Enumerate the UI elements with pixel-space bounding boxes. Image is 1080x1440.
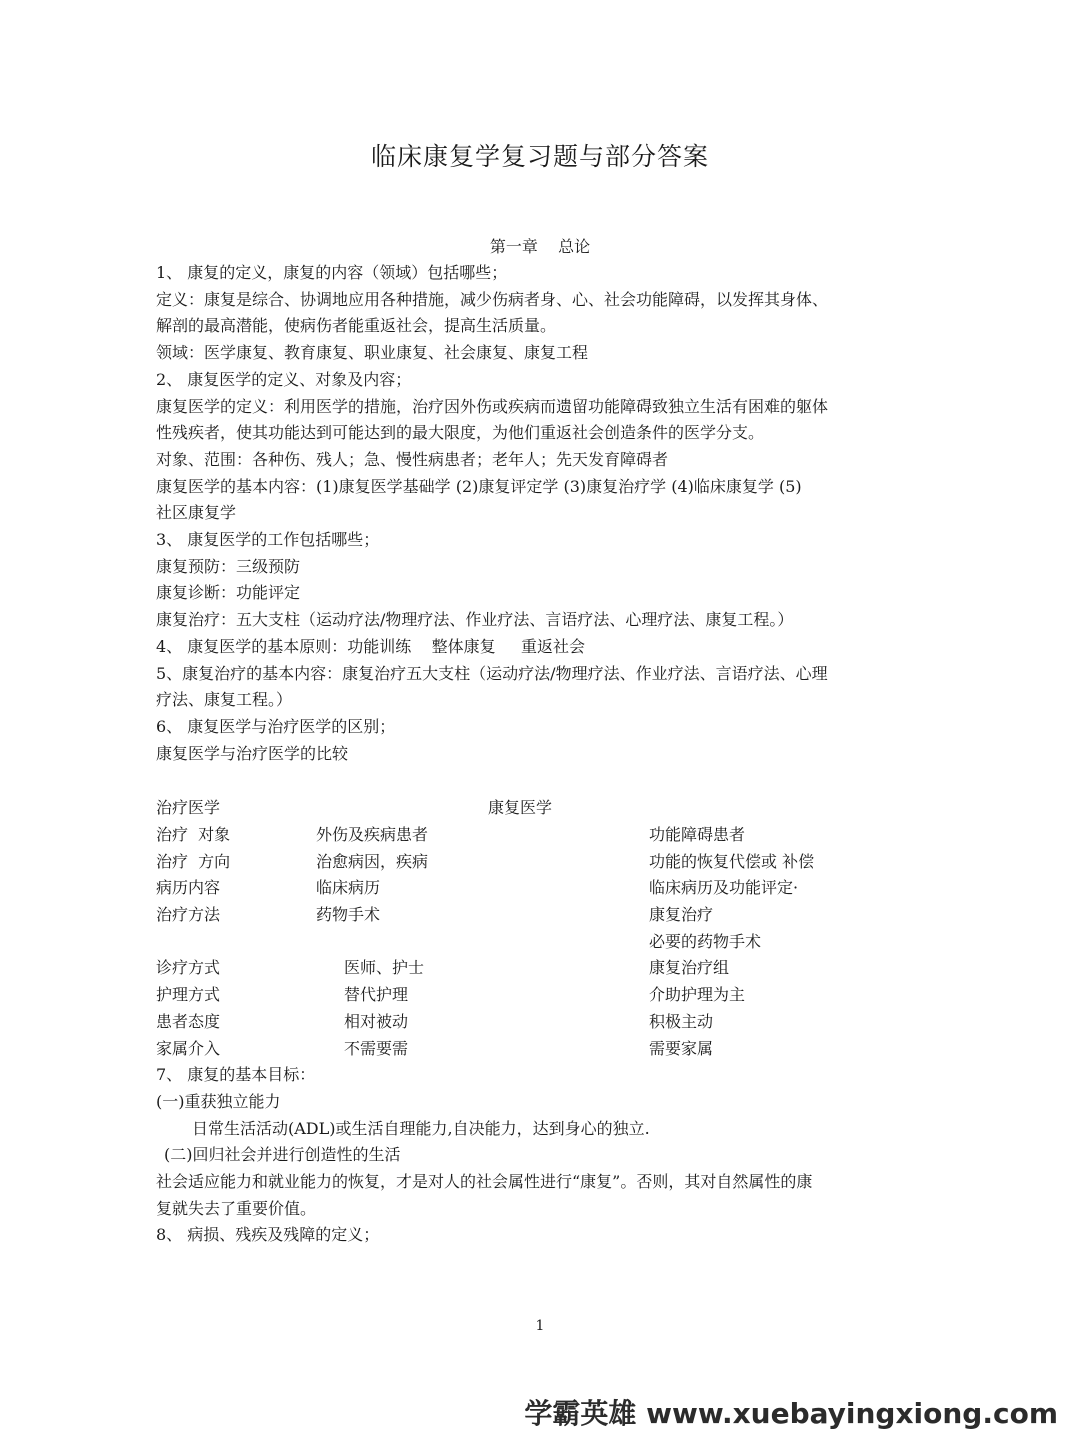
row-label: 诊疗方式 — [156, 958, 221, 978]
table-row — [156, 875, 916, 902]
text-line: 5、康复治疗的基本内容：康复治疗五大支柱（运动疗法/物理疗法、作业疗法、言语疗法、心理 — [156, 663, 828, 683]
table-row — [156, 902, 916, 929]
table-row — [156, 929, 916, 956]
text-line: 康复治疗：五大支柱（运动疗法/物理疗法、作业疗法、言语疗法、心理疗法、康复工程。） — [156, 610, 794, 630]
text-line: 康复医学的定义：利用医学的措施，治疗因外伤或疾病而遗留功能障碍致独立生活有困难的躯体 — [156, 396, 829, 416]
rehab-value: 康复治疗 — [649, 905, 714, 925]
rehab-value: 需要家属 — [649, 1038, 714, 1058]
text-line: 解剖的最高潜能，使病伤者能重返社会，提高生活质量。 — [156, 316, 557, 336]
rehab-value: 功能障碍患者 — [649, 825, 746, 845]
text-line: 复就失去了重要价值。 — [156, 1198, 317, 1218]
watermark: 学霸英雄 www.xuebayingxiong.com — [524, 1397, 1058, 1430]
text-line: 7、 康复的基本目标： — [156, 1065, 316, 1085]
row-label: 治疗 对象 — [156, 825, 231, 845]
row-label: 患者态度 — [156, 1011, 221, 1031]
chapter-heading: 第一章 总论 — [489, 237, 591, 256]
document-body — [156, 260, 916, 1249]
text-line: 4、 康复医学的基本原则：功能训练 整体康复 重返社会 — [156, 636, 586, 656]
text-line: 社区康复学 — [156, 503, 237, 523]
text-line: 性残疾者，使其功能达到可能达到的最大限度，为他们重返社会创造条件的医学分支。 — [156, 423, 765, 443]
text-line: 社会适应能力和就业能力的恢复，才是对人的社会属性进行“康复”。否则，其对自然属性的康 — [156, 1172, 813, 1192]
rehab-value: 介助护理为主 — [649, 985, 746, 1005]
text-line: 6、 康复医学与治疗医学的区别； — [156, 716, 396, 736]
row-label: 治疗 方向 — [156, 851, 231, 871]
table-row — [156, 849, 916, 876]
text-line: 康复医学与治疗医学的比较 — [156, 743, 349, 763]
table-row — [156, 982, 916, 1009]
table-row — [156, 1009, 916, 1036]
row-label: 家属介入 — [156, 1038, 221, 1058]
treat-value: 外伤及疾病患者 — [316, 825, 429, 845]
table-row — [156, 1036, 916, 1063]
comparison-table-header — [156, 795, 916, 822]
text-line: (二)回归社会并进行创造性的生活 — [164, 1145, 401, 1165]
text-line: 8、 病损、残疾及残障的定义； — [156, 1225, 380, 1245]
header-rehab-medicine: 康复医学 — [488, 798, 553, 818]
treat-value: 治愈病因，疾病 — [316, 851, 429, 871]
page-title: 临床康复学复习题与部分答案 — [370, 142, 709, 171]
text-line: 康复诊断：功能评定 — [156, 583, 301, 603]
page-number: 1 — [535, 1318, 545, 1334]
treat-value: 相对被动 — [344, 1011, 409, 1031]
row-label: 治疗方法 — [156, 905, 221, 925]
row-label: 护理方式 — [156, 985, 221, 1005]
rehab-value: 临床病历及功能评定· — [649, 878, 799, 898]
text-line: 疗法、康复工程。） — [156, 690, 293, 710]
rehab-value: 必要的药物手术 — [649, 931, 762, 951]
text-line: 定义：康复是综合、协调地应用各种措施，减少伤病者身、心、社会功能障碍，以发挥其身体、 — [156, 289, 829, 309]
text-line: 2、 康复医学的定义、对象及内容； — [156, 369, 412, 389]
table-row — [156, 955, 916, 982]
rehab-value: 积极主动 — [649, 1011, 714, 1031]
treat-value: 临床病历 — [316, 878, 381, 898]
text-line: 康复预防：三级预防 — [156, 556, 301, 576]
text-line: 康复医学的基本内容：(1)康复医学基础学 (2)康复评定学 (3)康复治疗学 (4)临床康复学 (5) — [156, 476, 802, 496]
text-line: 1、 康复的定义，康复的内容（领域）包括哪些； — [156, 263, 508, 282]
rehab-value: 功能的恢复代偿或 补偿 — [649, 851, 815, 871]
text-line: 领域：医学康复、教育康复、职业康复、社会康复、康复工程 — [156, 343, 589, 363]
header-treatment-medicine: 治疗医学 — [156, 798, 221, 818]
rehab-value: 康复治疗组 — [649, 958, 730, 978]
text-line: 对象、范围：各种伤、残人；急、慢性病患者；老年人；先天发育障碍者 — [156, 449, 669, 469]
treat-value: 药物手术 — [316, 905, 381, 925]
row-label: 病历内容 — [156, 878, 221, 898]
table-row — [156, 822, 916, 849]
text-line: (一)重获独立能力 — [156, 1091, 281, 1111]
text-line: 3、 康复医学的工作包括哪些； — [156, 530, 380, 550]
treat-value: 不需要需 — [344, 1038, 409, 1058]
text-line: 日常生活活动(ADL)或生活自理能力,自决能力，达到身心的独立. — [192, 1118, 650, 1138]
treat-value: 替代护理 — [344, 985, 409, 1005]
treat-value: 医师、护士 — [344, 958, 425, 978]
